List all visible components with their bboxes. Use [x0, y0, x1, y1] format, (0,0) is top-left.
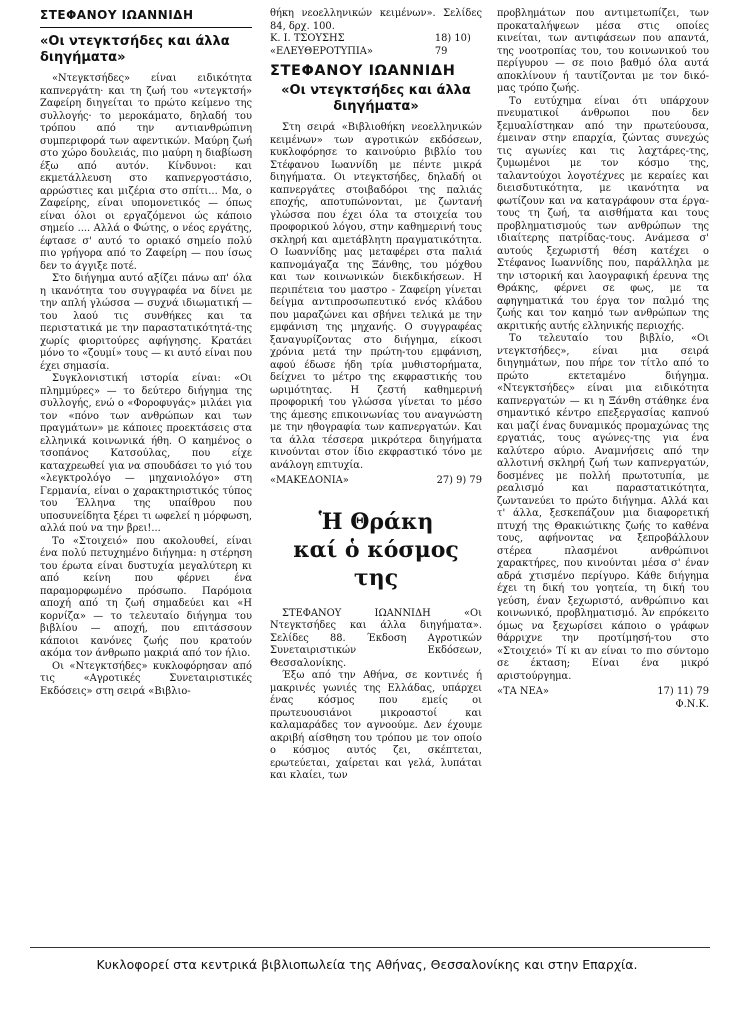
article2-signature: «ΜΑΚΕΔΟΝΙΑ» — [270, 475, 349, 486]
article3-heading — [270, 508, 482, 592]
article2-author: ΣΤΕΦΑΝΟΥ ΙΩΑΝΝΙΔΗ — [270, 63, 456, 79]
column-left — [40, 8, 252, 698]
article3-date: 17) 11) 79 — [657, 686, 709, 697]
article2-signature-row — [270, 475, 482, 488]
article1-title: «Οι ντεγκτσήδες και άλλα διηγήματα» — [40, 34, 230, 65]
footer-divider — [30, 947, 710, 948]
article1-paragraph: Οι «Ντεγκτσήδες» κυκλοφόρησαν από τις «Αγροτικές Συνεταιριστικές Εκδόσεις» στη σειρά «Βιβλιο- — [40, 660, 252, 697]
article3-heading-line1: Ἡ Θράκη — [318, 508, 434, 535]
footer-note: Κυκλοφορεί στα κεντρικά βιβλιοπωλεία της Αθήνας, Θεσσαλονίκης και στην Επαρχία. — [96, 957, 638, 972]
article1-signature: Κ. Ι. ΤΣΟΥΣΗΣ «ΕΛΕΥΘΕΡΟΤΥΠΙΑ» — [270, 33, 373, 57]
article2-title: «Οι ντεγκτσήδες και άλλα διηγήματα» — [281, 83, 471, 114]
article2-paragraph: Στη σειρά «Βιβλιοθήκη νεοελληνικών κειμένων» των αγροτικών εκδόσεων, κυκλοφόρησε το καινούριο βιβλίο του Στέφανου Ιωαννίδη με πέντε μικρά διηγήματα. Οι ντεγκτσήδες, δηλαδή οι καπνεργάτες στοιβαδόροι της παλιάς εποχής, αποτυπώνονται, με ζωντανή γλώσσα που έχει όλα τα στοιχεία του προφορικού λόγου, στην καθημερινή τους σκληρή και αμετάβλητη πραγματικότητα. Ο Ιωαννίδης μας μεταφέρει στα παλιά καπνομάγαζα της Ξάνθης, του μόχθου και των κοινωνικών διεκδικήσεων. Η περιπέτεια του μαστρο - Ζαφείρη γίνεται δείγμα αντιπροσωπευτικό ενός κλάδου που μαραζώνει και σβήνει τελικά με την εμφάνιση της μηχανής. Ο συγγραφέας ξαναγυρίζοντας στο διήγημα, είκοσι χρόνια μετά την πρώτη-του εμφάνιση, αφού έδωσε ήδη τρία μυθιστορήματα, δείχνει το μέτρο της εκφραστικής του ωριμότητας. Η ζεστή καθημερινή προφορική του γλώσσα γίνεται το μέσο της άμεσης επικοινωνίας του αναγνώστη με την ηθογραφία των καπνεργατών. Και τα άλλα τέσσερα μικρότερα διηγήματα κινούνται στον ίδιο εκφραστικό τόνο με ανάλογη επιτυχία. — [270, 122, 482, 471]
article1-author: ΣΤΕΦΑΝΟΥ ΙΩΑΝΝΙΔΗ — [40, 8, 252, 28]
article3-paragraph: Το ευτύχημα είναι ότι υπάρχουν πνευματικοί άνθρωποι που δεν ξεμυαλίστηκαν από την πρωτεύουσα, έμειναν στην επαρχία, ζώντας συνεχώς τις αγωνίες και τις λαχτάρες-της, ζυμωμένοι με τον κόσμο της, ταλαντούχοι λογοτέχνες με κεραίες και διεισδυτικότητα, με ικανότητα να φωτίζουν και να καταγράφουν στα έργα-τους τη ζωή, τα αισθήματα και τους προβληματισμούς των ανθρώπων της ιδιαίτερης πατρίδας-τους. Ανάμεσα σ' αυτούς ξεχωριστή θέση κατέχει ο Στέφανος Ιωαννίδης που, παράλληλα με την ιστορική και λαογραφική έρευνα της Θράκης, φέρνει σε φως, με τα αφηγηματικά του έργα τον παλμό της ζωής και τον καημό των ανθρώπων της ακριτικής αυτής ελληνικής περιοχής. — [497, 95, 709, 332]
article3-signature: Φ.Ν.Κ. — [675, 698, 709, 710]
article1-date: 18) 10) 79 — [434, 33, 471, 57]
article1-paragraph: Το «Στοιχειό» που ακολουθεί, είναι ένα πολύ πετυχημένο διήγημα: η στέρηση του έρωτα είναι δυστυχία μεγαλύτερη κι από κείνη που φέρνει ένα παραμορφωμένο πρόσωπο. Παρόμοια αποχή από τη ζωή σημαδεύει και «Η κορνίζα» — το τελευταίο διήγημα του βιβλίου — αποχή, που επιτάσσουν κάποιοι κανόνες ζωής που κρατούν ακόμα τον άνθρωπο μακριά από τον ήλιο. — [40, 535, 252, 659]
article1-paragraph: Συγκλονιστική ιστορία είναι: «Οι πλημμύρες» — το δεύτερο διήγημα της συλλογής, ενώ ο «Φοροφυγάς» μιλάει για τον «πόνο των ανθρώπων και των πραγμάτων» με κάποιες προεκτάσεις στα ελληνικά κοινωνικά ήθη. Ο καημένος ο τσοπάνος Κατσούλας, που είχε καταχρεωθεί για να σπουδάσει το γιό του «λεγκτρολόγο — μηχανιολόγο» στη Γερμανία, είναι ο χαρακτηριστικός τύπος του Έλληνα της υπαίθρου που υποσυνείδητα ξέρει τι ωφελεί η μόρφωση, αλλά πού να την βρει!... — [40, 373, 252, 534]
column-middle — [270, 8, 482, 783]
article1-signature-row — [270, 33, 482, 58]
column-right — [497, 8, 709, 711]
article3-source: «ΤΑ ΝΕΑ» — [497, 686, 549, 697]
article3-paragraph: Το τελευταίο του βιβλίο, «Οι ντεγκτσήδες», είναι μια σειρά διηγημάτων, που πήρε τον τίτλο από το πρώτο εκτεταμένο διήγημα. «Ντεγκτσήδες» είναι μια ειδικότητα καπνεργατών — κι η Ξάνθη στάθηκε ένα σημαντικό κέντρο επεξεργασίας καπνού και μαζί ένας δυναμικός προμαχώνας της εργατιάς, τους αγώνες-της για ένα καλύτερο αύριο. Αναμνήσεις από την αλλοτινή σκληρή ζωή των καπνεργατών, δοσμένες με πολλή πρωτοτυπία, με ρεαλισμό και παραστατικότητα, ζωντανεύει το πρώτο διήγημα. Αλλά και τ' άλλα, ξεσκεπάζουν μια διαφορετική πτυχή της Θρακιώτικης ζωής το καθένα τους, αφήνοντας να ξεπροβάλλουν στέρεα πλασμένοι ανθρώπινοι χαρακτήρες, που κινούνται μέσα σ' έναν αδρά χτισμένο περίγυρο. Κάθε διήγημα έχει τη δική του γοητεία, τη δική του γεύση, έναν ξεχωριστό, ανθρώπινο και κοινωνικό, προβληματισμό. Άν επρόκειτο όμως να ξεχωρίσει κάποιο ο γράφων θάρριχνε την προτίμησή-του στο «Στοιχειό» Τί κι αν είναι το πιο σύντομο σε έκταση; Είναι ένα μικρό αριστούργημα. — [497, 333, 709, 682]
article3-continuation: προβλημάτων που αντιμετωπίζει, των προκαταλήψεων μέσα στις οποίες κινείται, των αντιφάσεων που απαντά, της νοοτροπίας του, του κοινωνικού του περίγυρου — σε ποιο βαθμό όλα αυτά αποκλίνουν ή ταυτίζονται με τον δικό-μας τρόπο ζωής. — [497, 8, 709, 94]
article1-paragraph: «Ντεγκτσήδες» είναι ειδικότητα καπνεργάτη· και τη ζωή του «ντεγκτσή» Ζαφείρη διηγείται το πρώτο κείμενο της συλλογής· το μεροκάματο, δηλαδή του τρόπου από την αντιανθρώπινη συμπεριφορά των αφεντικών. Μαύρη ζωή στο χώρο δουλειάς, πιο μαύρη η διαβίωση έξω από αυτόν. Κίνδυνοι: και εκμετάλλευση στο καπνεργοστάσιο, αρρώστιες και μιζέρια στο σπίτι... Μα, ο Ζαφείρης, είναι υπομονετικός — όπως είναι όλοι οι εργαζόμενοι ώς κάποιο σημείο .... Αλλά ο Φώτης, ο νέος εργάτης, έφτασε σ' αυτό το οριακό σημείο πολύ πιο γρήγορα από το Ζαφείρη — που ίσως δεν το άγγιξε ποτέ. — [40, 73, 252, 272]
article1-continuation: θήκη νεοελληνικών κειμένων». Σελίδες 84, δρχ. 100. — [270, 8, 482, 32]
article3-paragraph: Έξω από την Αθήνα, σε κοντινές ή μακρινές γωνιές της Ελλάδας, υπάρχει ένας κόσμος που εμείς οι πρωτευουσιάνοι μικροαστοί και καλαμαράδες τον αγνοούμε. Δεν έχουμε ακριβή αίσθηση του τρόπου με τον οποίο ο κόσμος αυτός ζει, σκέπτεται, ερωτεύεται, χαίρεται και γελά, λυπάται και κλαίει, των — [270, 670, 482, 781]
article1-paragraph: Στο διήγημα αυτό αξίζει πάνω απ' όλα η ικανότητα του συγγραφέα να δίνει με την απλή γλώσσα — συχνά ιδιωματική — του λαού τις συνθήκες και τα περιστατικά με την παραστατικότητά-της χωρίς φιοριτούρες αφήγησης. Κρατάει μόνο το «ζουμί» τους — κι αυτό είναι που έχει σημασία. — [40, 273, 252, 372]
article3-source-row — [497, 686, 709, 699]
article3-book-info: ΣΤΕΦΑΝΟΥ ΙΩΑΝΝΙΔΗ «Οι Ντεγκτσήδες και άλλα διηγήματα». Σελίδες 88. Έκδοση Αγροτικών Συνεταιριστικών Εκδόσεων, Θεσσαλονίκης. — [270, 607, 482, 669]
article2-date: 27) 9) 79 — [436, 475, 482, 486]
article3-heading-line2: καί ὁ κόσμος της — [293, 536, 459, 591]
